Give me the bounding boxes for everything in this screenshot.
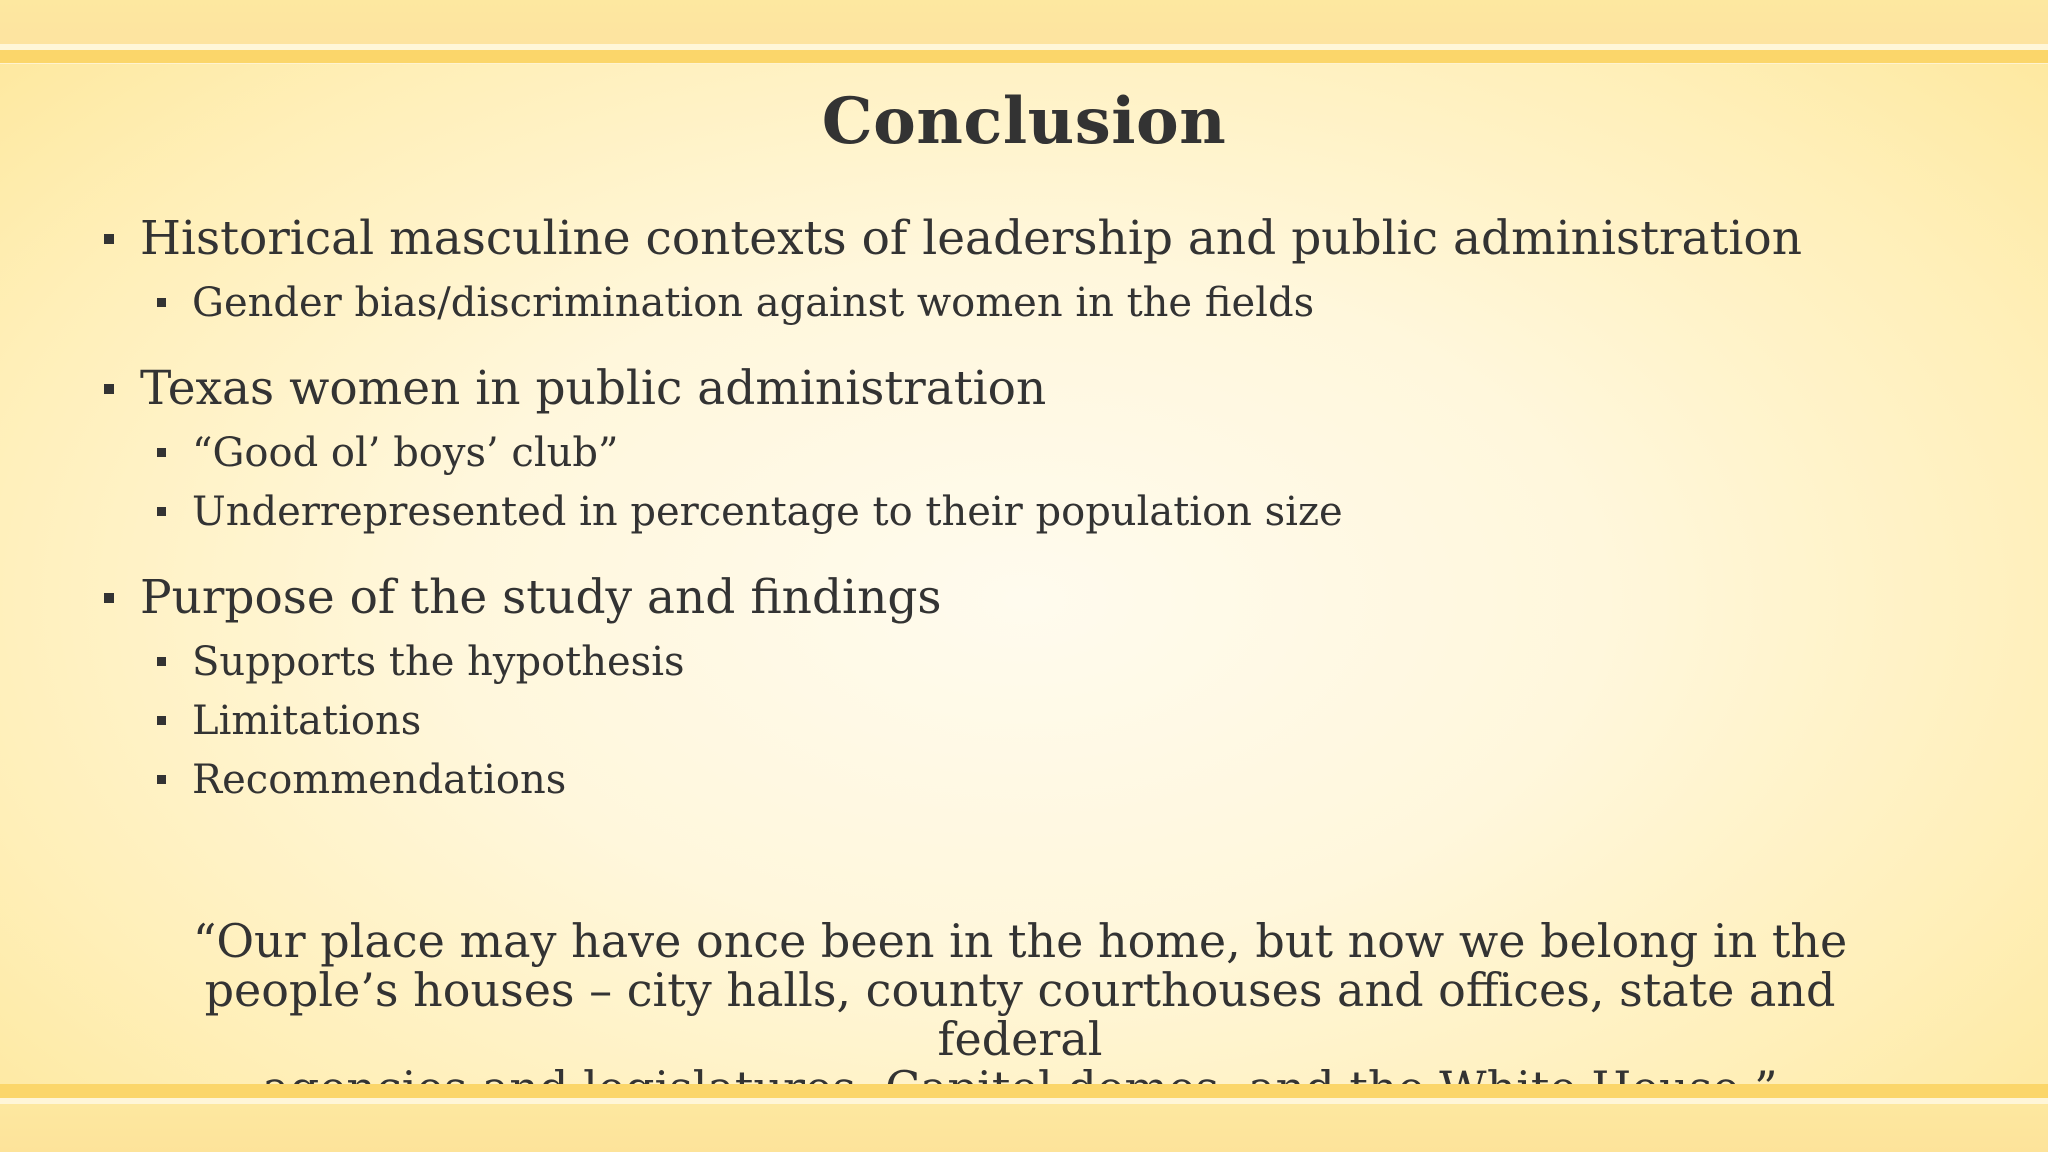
square-bullet-icon <box>157 716 166 725</box>
square-bullet-icon <box>104 593 114 603</box>
bullet-item <box>104 358 1954 420</box>
sub-bullet-item <box>104 636 1954 688</box>
quote-line: people’s houses – city halls, county courthouses and offices, state and federal <box>204 963 1836 1066</box>
sub-bullet-text: Underrepresented in percentage to their population size <box>192 489 1343 535</box>
square-bullet-icon <box>157 298 166 307</box>
square-bullet-icon <box>157 448 166 457</box>
bullet-item <box>104 567 1954 629</box>
sub-bullet-text: “Good ol’ boys’ club” <box>192 430 619 476</box>
top-decorative-band <box>0 0 2048 64</box>
sub-bullet-item <box>104 277 1954 329</box>
sub-bullet-text: Gender bias/discrimination against women in the fields <box>192 280 1315 326</box>
slide-title: Conclusion <box>821 84 1227 159</box>
square-bullet-icon <box>157 775 166 784</box>
sub-bullet-text: Supports the hypothesis <box>192 639 685 685</box>
square-bullet-icon <box>104 384 114 394</box>
sub-bullet-item <box>104 695 1954 747</box>
sub-bullet-item <box>104 486 1954 538</box>
bullet-text: Purpose of the study and findings <box>140 570 942 625</box>
quote-line: “Our place may have once been in the home, but now we belong in the <box>192 914 1848 968</box>
sub-bullet-text: Limitations <box>192 698 422 744</box>
square-bullet-icon <box>157 657 166 666</box>
square-bullet-icon <box>104 234 114 244</box>
square-bullet-icon <box>157 507 166 516</box>
sub-bullet-text: Recommendations <box>192 757 567 803</box>
bullet-text: Historical masculine contexts of leadership and public administration <box>140 211 1802 266</box>
sub-bullet-item <box>104 427 1954 479</box>
bottom-decorative-band <box>0 1084 2048 1152</box>
bullet-list <box>104 208 1954 806</box>
bullet-text: Texas women in public administration <box>140 361 1047 416</box>
bullet-item <box>104 208 1954 270</box>
sub-bullet-item <box>104 754 1954 806</box>
